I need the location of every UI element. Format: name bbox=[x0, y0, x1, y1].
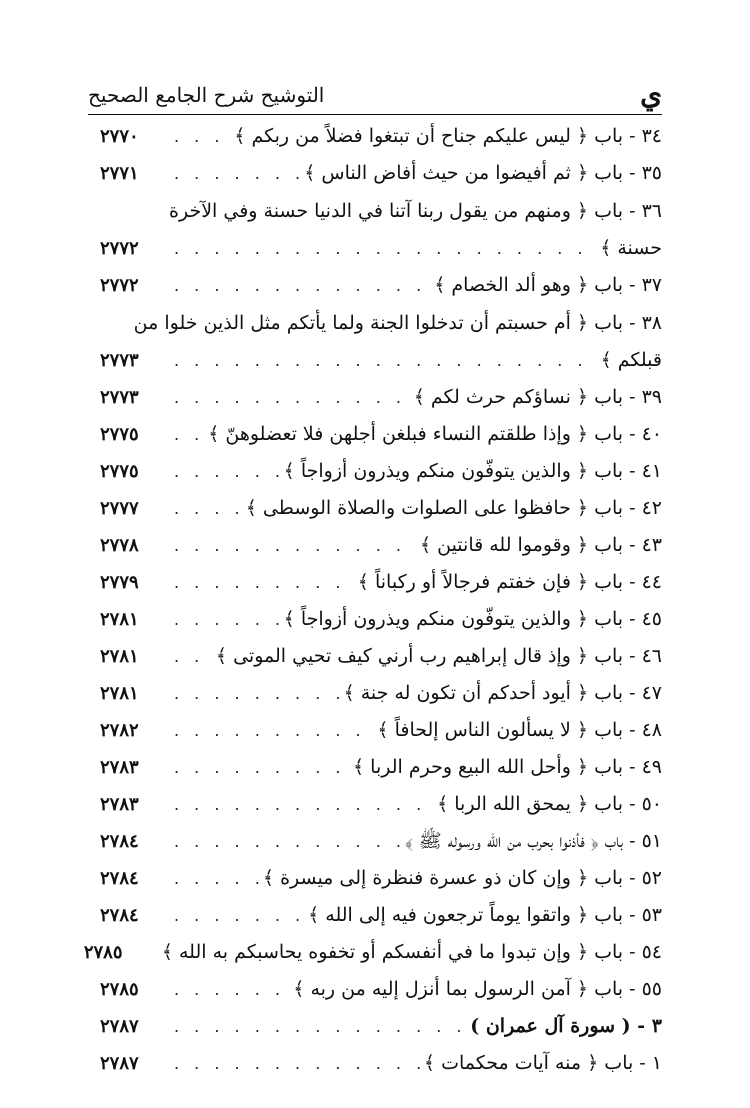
toc-entry bbox=[100, 675, 662, 712]
toc-entry-page-number: ٢٧٨٣ bbox=[100, 794, 139, 815]
toc-entry-page-number: ٢٧٧٥ bbox=[100, 461, 139, 482]
toc-entry-line bbox=[100, 564, 662, 601]
dot-leader bbox=[174, 416, 204, 453]
toc-entry-title: ٤٩ - باب ﴿ وأحل الله البيع وحرم الربا ﴾ bbox=[352, 756, 662, 778]
toc-entry bbox=[100, 749, 662, 786]
toc-entry bbox=[100, 527, 662, 564]
toc-entry-line bbox=[100, 230, 662, 267]
toc-entry-title: ٤٨ - باب ﴿ لا يسألون الناس إلحافاً ﴾ bbox=[377, 719, 662, 741]
toc-entry-page-number: ٢٧٧٧ bbox=[100, 498, 139, 519]
dot-leader bbox=[174, 675, 340, 712]
toc-entry bbox=[100, 490, 662, 527]
toc-entry-line bbox=[100, 490, 662, 527]
toc-entry bbox=[100, 155, 662, 192]
page-number-letter: ي bbox=[640, 78, 662, 111]
toc-entry-title: ٤٧ - باب ﴿ أيود أحدكم أن تكون له جنة ﴾ bbox=[343, 682, 662, 704]
toc-entry-page-number: ٢٧٨١ bbox=[100, 609, 139, 630]
toc-entry-line bbox=[83, 934, 662, 971]
toc-entry-title-continuation: قبلكم ﴾ bbox=[600, 349, 662, 371]
toc-entry-page-number: ٢٧٧٢ bbox=[100, 238, 139, 259]
toc-entry-line bbox=[100, 379, 662, 416]
toc-entry-line bbox=[100, 786, 662, 823]
toc-entry-page-number: ٢٧٨٧ bbox=[100, 1016, 139, 1037]
toc-entry-title: ٥٤ - باب ﴿ وإن تبدوا ما في أنفسكم أو تخفوه يحاسبكم به الله ﴾ bbox=[161, 941, 662, 963]
toc-entry-title: ٥٣ - باب ﴿ واتقوا يوماً ترجعون فيه إلى الله ﴾ bbox=[308, 904, 662, 926]
dot-leader bbox=[174, 490, 242, 527]
toc-entry bbox=[100, 860, 662, 897]
toc-entry bbox=[100, 638, 662, 675]
toc-entry-title: ٥٢ - باب ﴿ وإن كان ذو عسرة فنظرة إلى ميسرة ﴾ bbox=[262, 867, 662, 889]
dot-leader bbox=[174, 786, 433, 823]
toc-entry-line bbox=[100, 416, 662, 453]
toc-entry-line bbox=[100, 823, 662, 860]
toc-entry-title: ٤٦ - باب ﴿ وإذ قال إبراهيم رب أرني كيف تحيي الموتى ﴾ bbox=[215, 645, 662, 667]
toc-entry-page-number: ٢٧٨٥ bbox=[83, 942, 123, 963]
dot-leader bbox=[174, 379, 410, 416]
toc-entry-line bbox=[100, 712, 662, 749]
toc-entry-first-line bbox=[100, 304, 662, 342]
dot-leader bbox=[174, 564, 354, 601]
toc-entry bbox=[100, 379, 662, 416]
toc-entry-title: ٣٥ - باب ﴿ ثم أفيضوا من حيث أفاض الناس ﴾ bbox=[304, 162, 662, 184]
toc-entry-page-number: ٢٧٧٣ bbox=[100, 350, 139, 371]
toc-entry-title: ٤٣ - باب ﴿ وقوموا لله قانتين ﴾ bbox=[419, 534, 662, 556]
toc-entry-line bbox=[100, 342, 662, 379]
toc-entry-page-number: ٢٧٨٥ bbox=[100, 979, 139, 1000]
dot-leader bbox=[174, 453, 280, 490]
toc-entry bbox=[100, 1008, 662, 1045]
dot-leader bbox=[174, 1045, 420, 1082]
toc-entry-title: ٤٠ - باب ﴿ وإذا طلقتم النساء فبلغن أجلهن فلا تعضلوهنّ ﴾ bbox=[208, 423, 662, 445]
dot-leader bbox=[174, 971, 289, 1008]
toc-entry-title: ٣ - ( سورة آل عمران ) bbox=[470, 1015, 662, 1037]
dot-leader bbox=[174, 527, 416, 564]
toc-entry-page-number: ٢٧٨٤ bbox=[100, 868, 139, 889]
dot-leader bbox=[174, 118, 230, 155]
toc-entry bbox=[100, 416, 662, 453]
toc-entry-title: ٤٢ - باب ﴿ حافظوا على الصلوات والصلاة الوسطى ﴾ bbox=[245, 497, 662, 519]
toc-entry-page-number: ٢٧٧٩ bbox=[100, 572, 139, 593]
toc-entry-title: ١ - باب ﴿ منه آيات محكمات ﴾ bbox=[423, 1052, 662, 1074]
toc-entry-page-number: ٢٧٨٧ bbox=[100, 1053, 139, 1074]
toc-entry bbox=[100, 192, 662, 267]
toc-entry-title: ٤٤ - باب ﴿ فإن خفتم فرجالاً أو ركباناً ﴾ bbox=[357, 571, 662, 593]
toc-entry-title: ٤٥ - باب ﴿ والذين يتوفّون منكم ويذرون أزواجاً ﴾ bbox=[283, 608, 662, 630]
toc-entry-title-continuation: حسنة ﴾ bbox=[600, 237, 662, 259]
toc-entry-page-number: ٢٧٧٠ bbox=[100, 126, 139, 147]
toc-entry-title: ٥٠ - باب ﴿ يمحق الله الربا ﴾ bbox=[437, 793, 662, 815]
dot-leader bbox=[174, 155, 300, 192]
toc-entry bbox=[100, 304, 662, 379]
toc-entry-page-number: ٢٧٨٤ bbox=[100, 905, 139, 926]
toc-entry-page-number: ٢٧٨١ bbox=[100, 683, 139, 704]
dot-leader bbox=[174, 712, 373, 749]
toc-entry-line bbox=[100, 118, 662, 155]
dot-leader bbox=[174, 638, 212, 675]
toc-entry-title: ٤١ - باب ﴿ والذين يتوفّون منكم ويذرون أزواجاً ﴾ bbox=[283, 460, 662, 482]
toc-entry-line bbox=[100, 1008, 662, 1045]
toc-entry-first-line bbox=[100, 192, 662, 230]
toc-entry-page-number: ٢٧٨٢ bbox=[100, 720, 139, 741]
toc-entry-line bbox=[100, 601, 662, 638]
toc-entry-page-number: ٢٧٨٤ bbox=[100, 831, 139, 852]
toc-entry-title: ٥٥ - باب ﴿ آمن الرسول بما أنزل إليه من ربه ﴾ bbox=[293, 978, 662, 1000]
dot-leader bbox=[174, 230, 596, 267]
toc-entry-line bbox=[100, 860, 662, 897]
toc-entry-line bbox=[100, 267, 662, 304]
toc-entry-title: ٥١ - باب ﴿ فأذنوا بحرب من الله ورسوله ﷺ ﴾ bbox=[404, 830, 662, 852]
toc-entry bbox=[83, 934, 662, 971]
toc-entry bbox=[100, 118, 662, 155]
toc-entry bbox=[100, 1045, 662, 1082]
toc-entry-page-number: ٢٧٧١ bbox=[100, 163, 139, 184]
toc-entry-title: ٣٧ - باب ﴿ وهو ألد الخصام ﴾ bbox=[434, 274, 662, 296]
toc-entry-line bbox=[100, 897, 662, 934]
table-of-contents bbox=[83, 118, 662, 1082]
toc-entry-line bbox=[100, 527, 662, 564]
toc-entry-page-number: ٢٧٧٥ bbox=[100, 424, 139, 445]
toc-entry-title: ٣٨ - باب ﴿ أم حسبتم أن تدخلوا الجنة ولما يأتكم مثل الذين خلوا من bbox=[133, 311, 662, 334]
dot-leader bbox=[174, 267, 430, 304]
toc-entry bbox=[100, 564, 662, 601]
toc-entry bbox=[100, 601, 662, 638]
dot-leader bbox=[174, 342, 597, 379]
toc-entry-title: ٣٦ - باب ﴿ ومنهم من يقول ربنا آتنا في الدنيا حسنة وفي الآخرة bbox=[169, 199, 662, 222]
toc-entry-line bbox=[100, 155, 662, 192]
toc-entry-page-number: ٢٧٧٨ bbox=[100, 535, 139, 556]
dot-leader bbox=[174, 601, 280, 638]
dot-leader bbox=[174, 823, 401, 860]
toc-entry-line bbox=[100, 1045, 662, 1082]
toc-entry-page-number: ٢٧٧٣ bbox=[100, 387, 139, 408]
dot-leader bbox=[174, 897, 304, 934]
toc-entry bbox=[100, 712, 662, 749]
toc-entry-line bbox=[100, 453, 662, 490]
header-rule bbox=[88, 114, 662, 115]
toc-entry bbox=[100, 897, 662, 934]
toc-entry bbox=[100, 971, 662, 1008]
toc-entry-title: ٣٩ - باب ﴿ نساؤكم حرث لكم ﴾ bbox=[413, 386, 662, 408]
toc-entry-page-number: ٢٧٧٢ bbox=[100, 275, 139, 296]
dot-leader bbox=[174, 860, 259, 897]
toc-entry bbox=[100, 786, 662, 823]
page-header bbox=[88, 78, 662, 112]
dot-leader bbox=[174, 1008, 466, 1045]
dot-leader bbox=[174, 749, 349, 786]
toc-entry bbox=[100, 823, 662, 860]
running-title: التوشيح شرح الجامع الصحيح bbox=[88, 83, 325, 107]
toc-entry bbox=[100, 267, 662, 304]
toc-entry-page-number: ٢٧٨١ bbox=[100, 646, 139, 667]
toc-entry-line bbox=[100, 749, 662, 786]
toc-entry bbox=[100, 453, 662, 490]
toc-entry-title: ٣٤ - باب ﴿ ليس عليكم جناح أن تبتغوا فضلاً من ربكم ﴾ bbox=[234, 125, 662, 147]
toc-entry-line bbox=[100, 638, 662, 675]
toc-entry-page-number: ٢٧٨٣ bbox=[100, 757, 139, 778]
toc-entry-line bbox=[100, 675, 662, 712]
toc-entry-line bbox=[100, 971, 662, 1008]
